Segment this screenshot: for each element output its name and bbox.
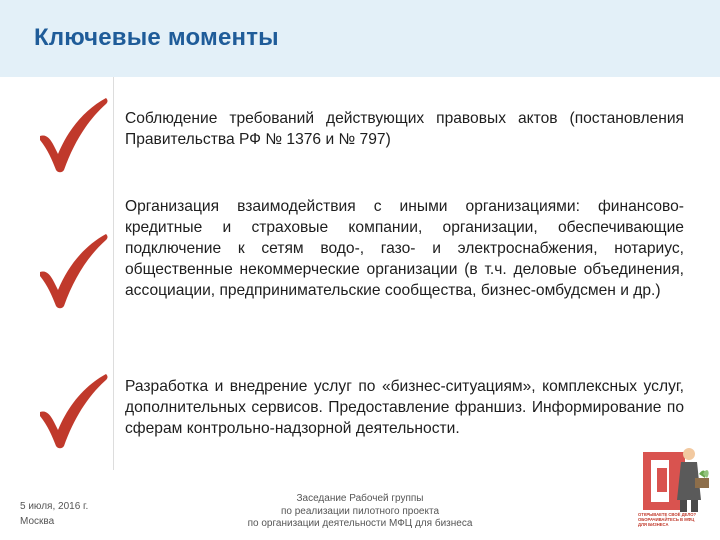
footer-meeting-line-1: Заседание Рабочей группы (296, 493, 424, 504)
header-bar (0, 0, 720, 77)
vertical-divider (113, 77, 114, 470)
logo-caption: ОТКРЫВАЕТЕ СВОЁ ДЕЛО? ОБОРАЧИВАЙТЕСЬ В МФЦ ДЛЯ БИЗНЕСА (638, 512, 697, 527)
key-point-2: Организация взаимодействия с иными организациями: финансово-кредитные и страховые компании, организации, обеспечивающие подключение к сетям водо-, газо- и электроснабжения, нотариус, общественные некоммерческие организации (в т.ч. деловые объединения, ассоциации, предпринимательские сообщества, бизнес-омбудсмен и др.) (125, 198, 684, 299)
check-mark-icon (36, 94, 110, 174)
key-point-3: Разработка и внедрение услуг по «бизнес-ситуациям», комплексных услуг, дополнительных сервисов. Предоставление франшиз. Информирование по сферам контрольно-надзорной деятельности. (125, 378, 684, 437)
footer-meeting-line-3: по организации деятельности МФЦ для бизнеса (247, 518, 473, 529)
page-title: Ключевые моменты (34, 24, 279, 51)
key-point-1: Соблюдение требований действующих правовых актов (постановления Правительства РФ № 1376 и № 797) (125, 110, 684, 148)
footer-city: Москва (20, 516, 55, 527)
footer-date-block (20, 499, 88, 529)
check-mark-icon (36, 230, 110, 310)
footer-date: 5 июля, 2016 г. (20, 501, 89, 512)
check-mark-icon (36, 370, 110, 450)
footer-meeting-block (210, 493, 510, 531)
footer-meeting-line-2: по реализации пилотного проекта (280, 505, 440, 517)
